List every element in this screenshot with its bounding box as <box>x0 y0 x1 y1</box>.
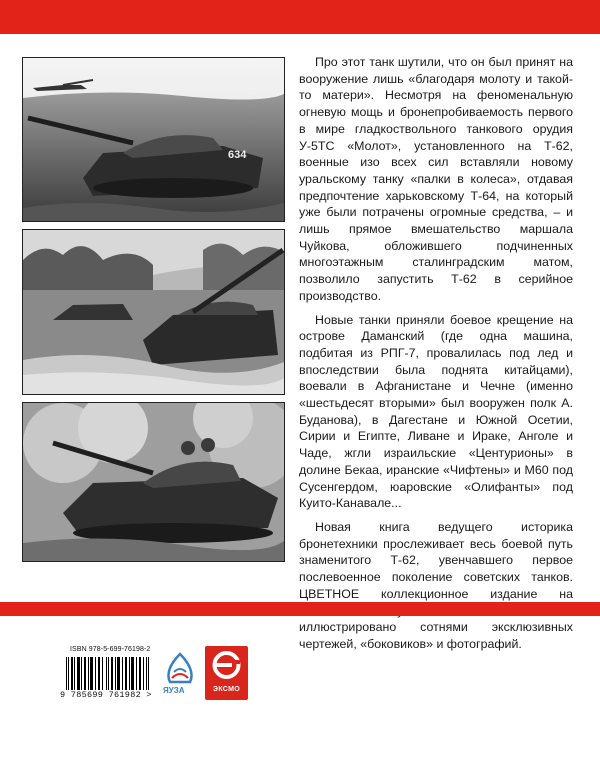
barcode-digits: 9 785699 761982 > <box>60 690 152 700</box>
paragraph-3: Новая книга ведущего историка бронетехники прослеживает весь боевой путь знаменитого Т-62, увенчавшего первое послевоенное поколение советских танков. ЦВЕТНОЕ коллекционное издание на иллюстрировано сотнями эксклюзивных чертежей, «боковиков» и фотографий. <box>299 519 573 651</box>
top-red-band <box>0 0 600 34</box>
isbn-label: ISBN 978-5-699-76198-2 <box>70 646 151 653</box>
description-text <box>299 54 573 660</box>
paragraph-1: Про этот танк шутили, что он был принят на вооружение лишь «благодаря молоту и такой-то матери». Несмотря на феноменальную огневую мощь и бронепробиваемость первого в мире гладкоствольного танкового орудия У-5ТС «Молот», установленного на Т-62, военные изо всех сил вставляли новому уральскому танку «палки в колеса», отдавая предпочтение харьковскому Т-64, на который уже были потрачены огромные средства, – и лишь прямое вмешательство маршала Чуйкова, обложившего подчиненных многоэтажным сталинградским матом, позволило запустить Т-62 в серийное производство. <box>299 55 573 303</box>
yauza-label: ЯУЗА <box>163 686 185 695</box>
photo-tank-smoke <box>22 402 285 562</box>
tank-number-634: 634 <box>228 149 247 161</box>
bottom-red-band <box>0 602 600 616</box>
eksmo-label: ЭКСМО <box>213 686 240 693</box>
paragraph-2: Новые танки приняли боевое крещение на острове Даманский (где одна машина, подбитая из РПГ-7, провалилась под лед и впоследствии была поднята китайцами), воевали в Афганистане и Чечне (именно «шестьдесят вторыми» был вооружен полк А. Буданова), в Дагестане и Южной Осетии, Сирии и Египте, Ливане и Ираке, Анголе и Чаде, жгли израильские «Центурионы» в долине Бекаа, иранские «Чифтены» и М60 под Сусенгердом, юаровские «Олифанты» под Куито-Канавале... <box>299 312 573 511</box>
photo-tank-field <box>22 57 285 222</box>
photo-tanks-water <box>22 229 285 395</box>
eksmo-e-icon <box>205 646 248 686</box>
